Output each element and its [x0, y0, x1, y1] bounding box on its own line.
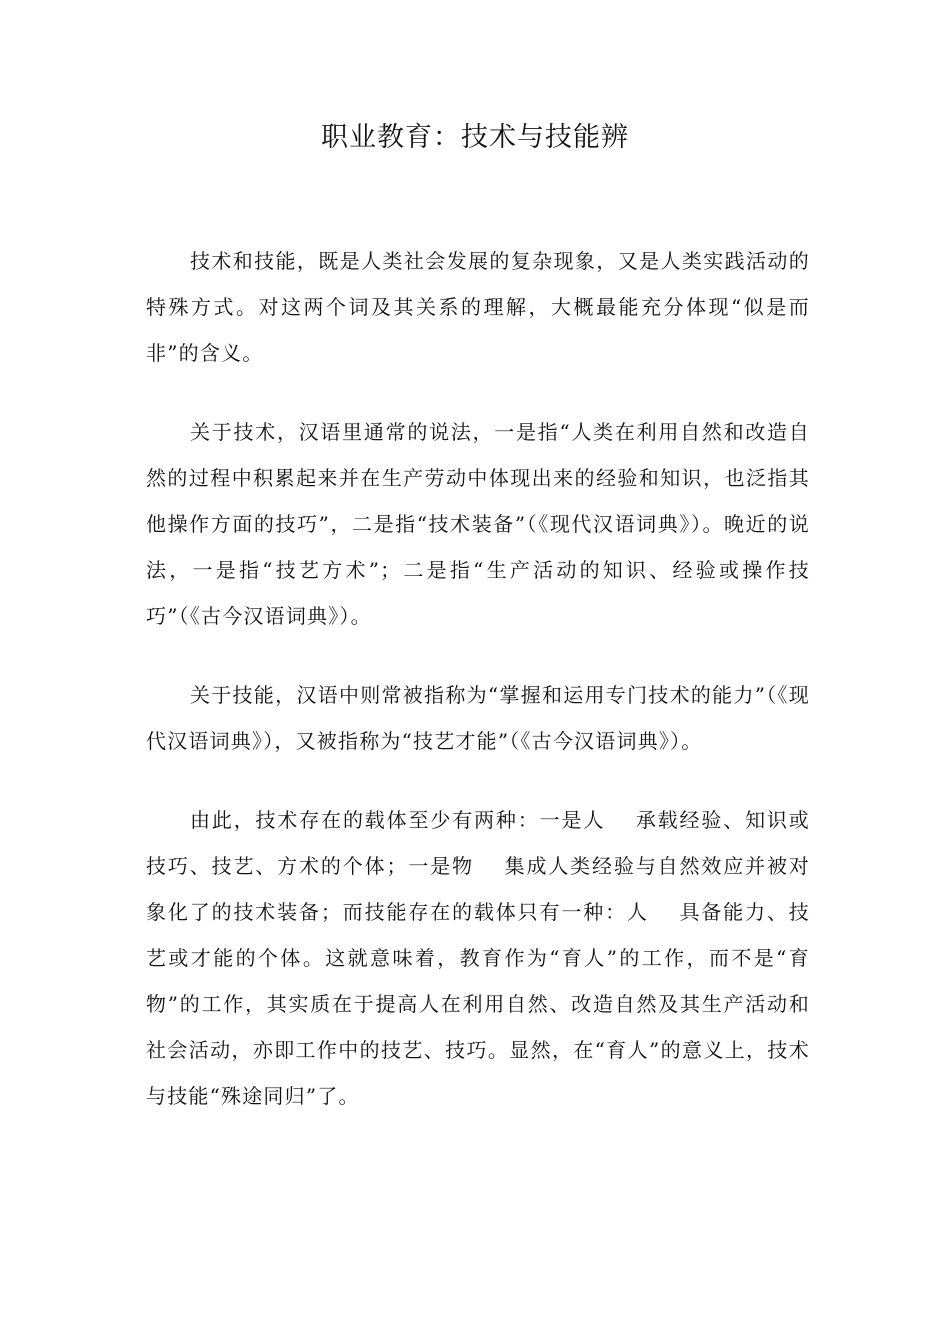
paragraph-4-part-1: 由此，技术存在的载体至少有两种：一是人 — [190, 808, 606, 832]
document-title: 职业教育：技术与技能辨 — [321, 122, 629, 153]
paragraph-4-part-3: 集成人类经验与自然效应并被对象化了的技术装备；而技能存在的载体只有一种：人 — [146, 854, 811, 924]
paragraph-3: 关于技能，汉语中则常被指称为“掌握和运用专门技术的能力”（《现代汉语词典》），又被指称为“技艺才能”（《古今汉语词典》）。 — [146, 683, 810, 753]
paragraph-4-part-4: 具备能力、技艺或才能的个体。这就意味着，教育作为“育人”的工作，而不是“育物”的工作，其实质在于提高人在利用自然、改造自然及其生产活动和社会活动，亦即工作中的技艺、技巧。显然，在“育人”的意义上，技术与技能“殊途同归”了。 — [146, 900, 810, 1108]
document-body — [146, 238, 810, 1152]
paragraph-4-part-2: 承载经验、知识或技巧、技艺、方术的个体；一是物 — [146, 808, 810, 878]
paragraph-2: 关于技术，汉语里通常的说法，一是指“人类在利用自然和改造自然的过程中积累起来并在生产劳动中体现出来的经验和知识，也泛指其他操作方面的技巧”，二是指“技术装备”（《现代汉语词典》）。晚近的说法，一是指“技艺方术”；二是指“生产活动的知识、经验或操作技巧”（《古今汉语词典》）。 — [146, 420, 810, 628]
paragraph-4 — [146, 797, 810, 1119]
paragraph-1: 技术和技能，既是人类社会发展的复杂现象，又是人类实践活动的特殊方式。对这两个词及其关系的理解，大概最能充分体现“似是而非”的含义。 — [146, 249, 810, 365]
